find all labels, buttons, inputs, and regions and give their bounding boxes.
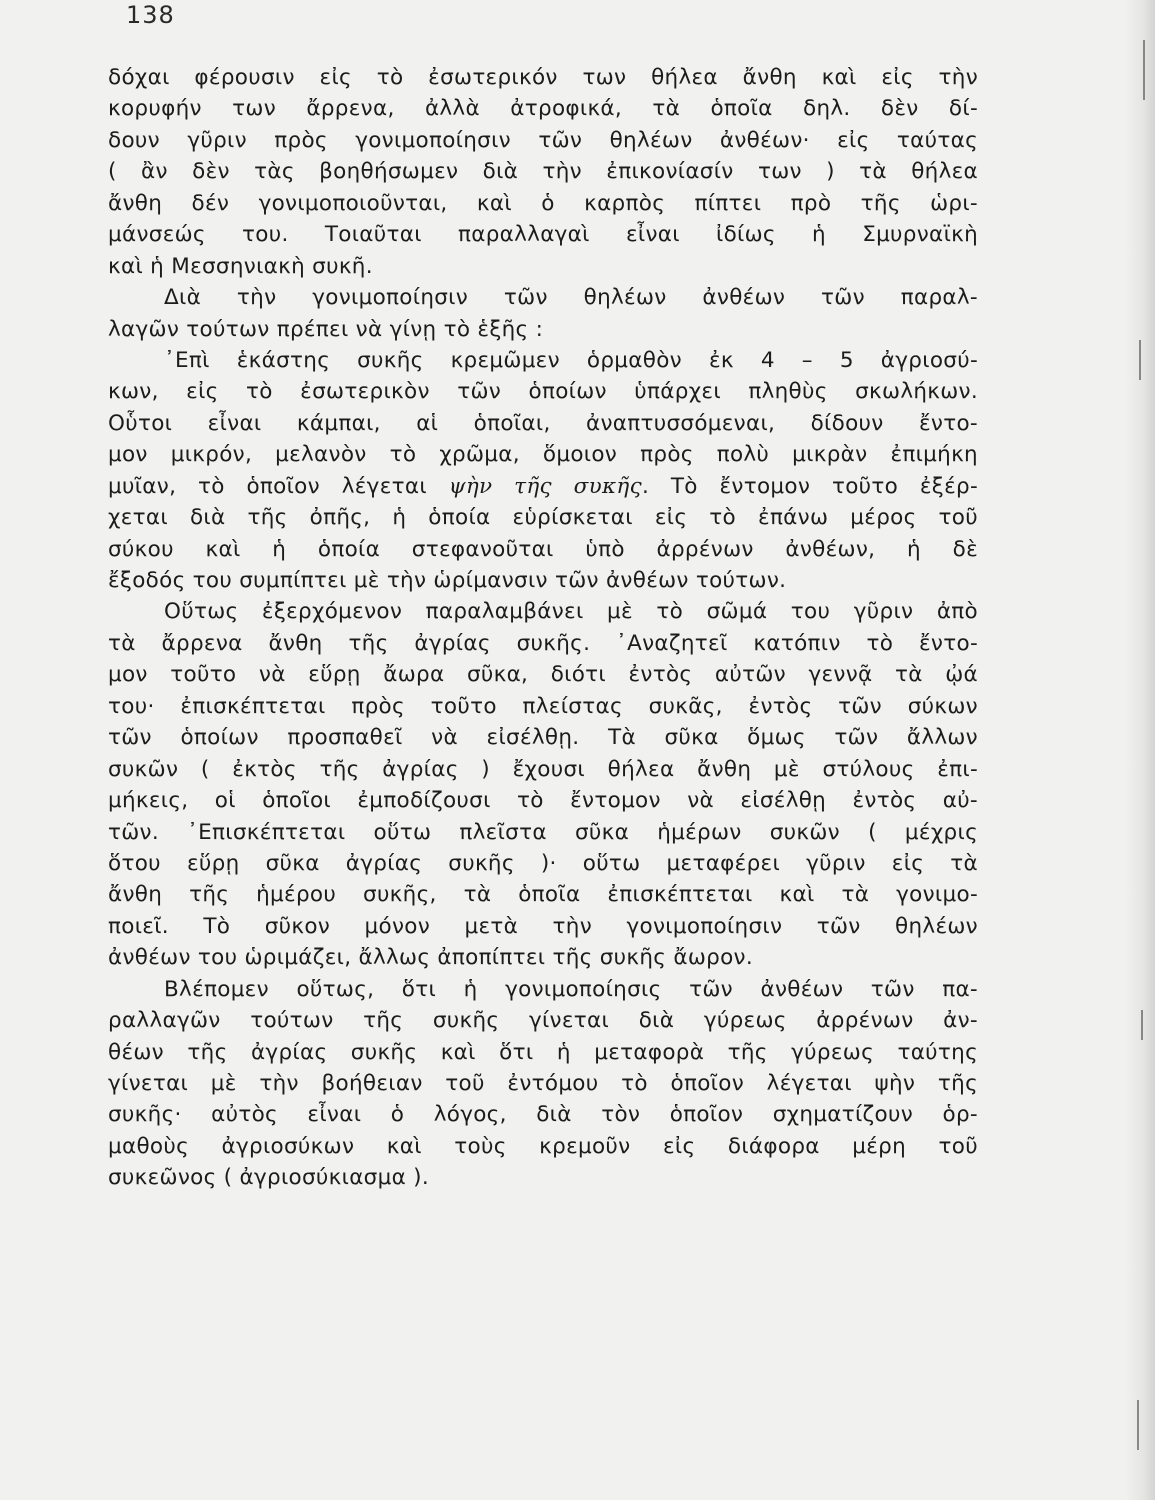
page-binding-edge xyxy=(1125,0,1155,1500)
italic-term: ψὴν τῆς συκῆς xyxy=(448,473,642,499)
line-text-before: μυῖαν, τὸ ὁποῖον λέγεται xyxy=(108,473,449,499)
paragraph-start-line: Διὰ τὴν γονιμοποίησιν τῶν θηλέων ἀνθέων τῶν παραλ- xyxy=(164,285,978,311)
text-line: μαθοὺς ἀγριοσύκων καὶ τοὺς κρεμοῦν εἰς διάφορα μέρη τοῦ xyxy=(108,1133,978,1159)
paragraph-start-line: Βλέπομεν οὕτως, ὅτι ἡ γονιμοποίησις τῶν ἀνθέων τῶν πα- xyxy=(164,976,978,1002)
line-text-after: . Τὸ ἔντομον τοῦτο ἐξέρ- xyxy=(641,473,978,499)
text-line: καὶ ἡ Μεσσηνιακὴ συκῆ. xyxy=(108,253,373,279)
text-line: μάνσεώς του. Τοιαῦται παραλλαγαὶ εἶναι ἰδίως ἡ Σμυρναϊκὴ xyxy=(108,222,978,248)
page-number: 138 xyxy=(126,1,175,29)
text-line: συκῶν ( ἐκτὸς τῆς ἀγρίας ) ἔχουσι θήλεα ἄνθη μὲ στύλους ἐπι- xyxy=(108,756,978,782)
text-line: χεται διὰ τῆς ὀπῆς, ἡ ὁποία εὑρίσκεται εἰς τὸ ἐπάνω μέρος τοῦ xyxy=(108,505,978,531)
text-line: ἀνθέων του ὡριμάζει, ἄλλως ἀποπίπτει τῆς συκῆς ἄωρον. xyxy=(108,945,753,971)
text-line: ἔξοδός του συμπίπτει μὲ τὴν ὡρίμανσιν τῶν ἀνθέων τούτων. xyxy=(108,568,787,593)
text-line: ὅτου εὕρῃ σῦκα ἀγρίας συκῆς )· οὕτω μεταφέρει γῦριν εἰς τὰ xyxy=(108,850,978,876)
text-line: κων, εἰς τὸ ἐσωτερικὸν τῶν ὁποίων ὑπάρχει πληθὺς σκωλήκων. xyxy=(108,379,978,405)
text-line: γίνεται μὲ τὴν βοήθειαν τοῦ ἐντόμου τὸ ὁποῖον λέγεται ψὴν τῆς xyxy=(108,1071,978,1096)
text-line: ραλλαγῶν τούτων τῆς συκῆς γίνεται διὰ γύρεως ἀρρένων ἀν- xyxy=(108,1008,978,1034)
text-line: μήκεις, οἱ ὁποῖοι ἐμποδίζουσι τὸ ἔντομον νὰ εἰσέλθῃ ἐντὸς αὐ- xyxy=(108,788,978,814)
text-line: ( ἂν δὲν τὰς βοηθήσωμεν διὰ τὴν ἐπικονίασίν των ) τὰ θήλεα xyxy=(108,159,978,185)
text-line: κορυφήν των ἄρρενα, ἀλλὰ ἀτροφικά, τὰ ὁποῖα δηλ. δὲν δί- xyxy=(108,96,978,122)
text-line: θέων τῆς ἀγρίας συκῆς καὶ ὅτι ἡ μεταφορὰ τῆς γύρεως ταύτης xyxy=(108,1039,978,1065)
text-line: ποιεῖ. Τὸ σῦκον μόνον μετὰ τὴν γονιμοποίησιν τῶν θηλέων xyxy=(108,913,978,939)
text-line: μον μικρόν, μελανὸν τὸ χρῶμα, ὅμοιον πρὸς πολὺ μικρὰν ἐπιμήκη xyxy=(108,442,978,468)
text-line: Οὗτοι εἶναι κάμπαι, αἱ ὁποῖαι, ἀναπτυσσόμεναι, δίδουν ἔντο- xyxy=(108,410,978,436)
text-line: μον τοῦτο νὰ εὕρῃ ἄωρα σῦκα, διότι ἐντὸς αὐτῶν γεννᾷ τὰ ᾠά xyxy=(108,662,978,688)
paragraph-start-line: Οὕτως ἐξερχόμενον παραλαμβάνει μὲ τὸ σῶμά του γῦριν ἀπὸ xyxy=(164,599,978,625)
edge-mark xyxy=(1137,1400,1139,1450)
edge-mark xyxy=(1143,40,1145,100)
text-line: σύκου καὶ ἡ ὁποία στεφανοῦται ὑπὸ ἀρρένων ἀνθέων, ἡ δὲ xyxy=(108,536,978,562)
text-line: τῶν. ᾿Επισκέπτεται οὕτω πλεῖστα σῦκα ἡμέρων συκῶν ( μέχρις xyxy=(108,819,978,845)
text-line-with-italic xyxy=(108,471,978,502)
text-line: ἄνθη τῆς ἡμέρου συκῆς, τὰ ὁποῖα ἐπισκέπτεται καὶ τὰ γονιμο- xyxy=(108,882,978,908)
text-line: συκῆς· αὐτὸς εἶναι ὁ λόγος, διὰ τὸν ὁποῖον σχηματίζουν ὁρ- xyxy=(108,1102,978,1128)
text-line: τὰ ἄρρενα ἄνθη τῆς ἀγρίας συκῆς. ᾿Αναζητεῖ κατόπιν τὸ ἔντο- xyxy=(108,630,978,656)
text-line: δουν γῦριν πρὸς γονιμοποίησιν τῶν θηλέων ἀνθέων· εἰς ταύτας xyxy=(108,127,978,153)
body-text xyxy=(108,62,978,1194)
text-line: συκεῶνος ( ἀγριοσύκιασμα ). xyxy=(108,1165,429,1191)
text-line: λαγῶν τούτων πρέπει νὰ γίνῃ τὸ ἑξῆς : xyxy=(108,316,544,342)
text-line: δόχαι φέρουσιν εἰς τὸ ἐσωτερικόν των θήλεα ἄνθη καὶ εἰς τὴν xyxy=(108,65,978,90)
edge-mark xyxy=(1141,1010,1143,1040)
edge-mark xyxy=(1139,340,1141,380)
text-line: του· ἐπισκέπτεται πρὸς τοῦτο πλείστας συκᾶς, ἐντὸς τῶν σύκων xyxy=(108,693,978,719)
text-line: ἄνθη δέν γονιμοποιοῦνται, καὶ ὁ καρπὸς πίπτει πρὸ τῆς ὡρι- xyxy=(108,190,978,216)
paragraph-start-line: ᾿Επὶ ἑκάστης συκῆς κρεμῶμεν ὁρμαθὸν ἐκ 4 – 5 ἀγριοσύ- xyxy=(164,347,978,373)
text-line: τῶν ὁποίων προσπαθεῖ νὰ εἰσέλθῃ. Τὰ σῦκα ὅμως τῶν ἄλλων xyxy=(108,725,978,751)
